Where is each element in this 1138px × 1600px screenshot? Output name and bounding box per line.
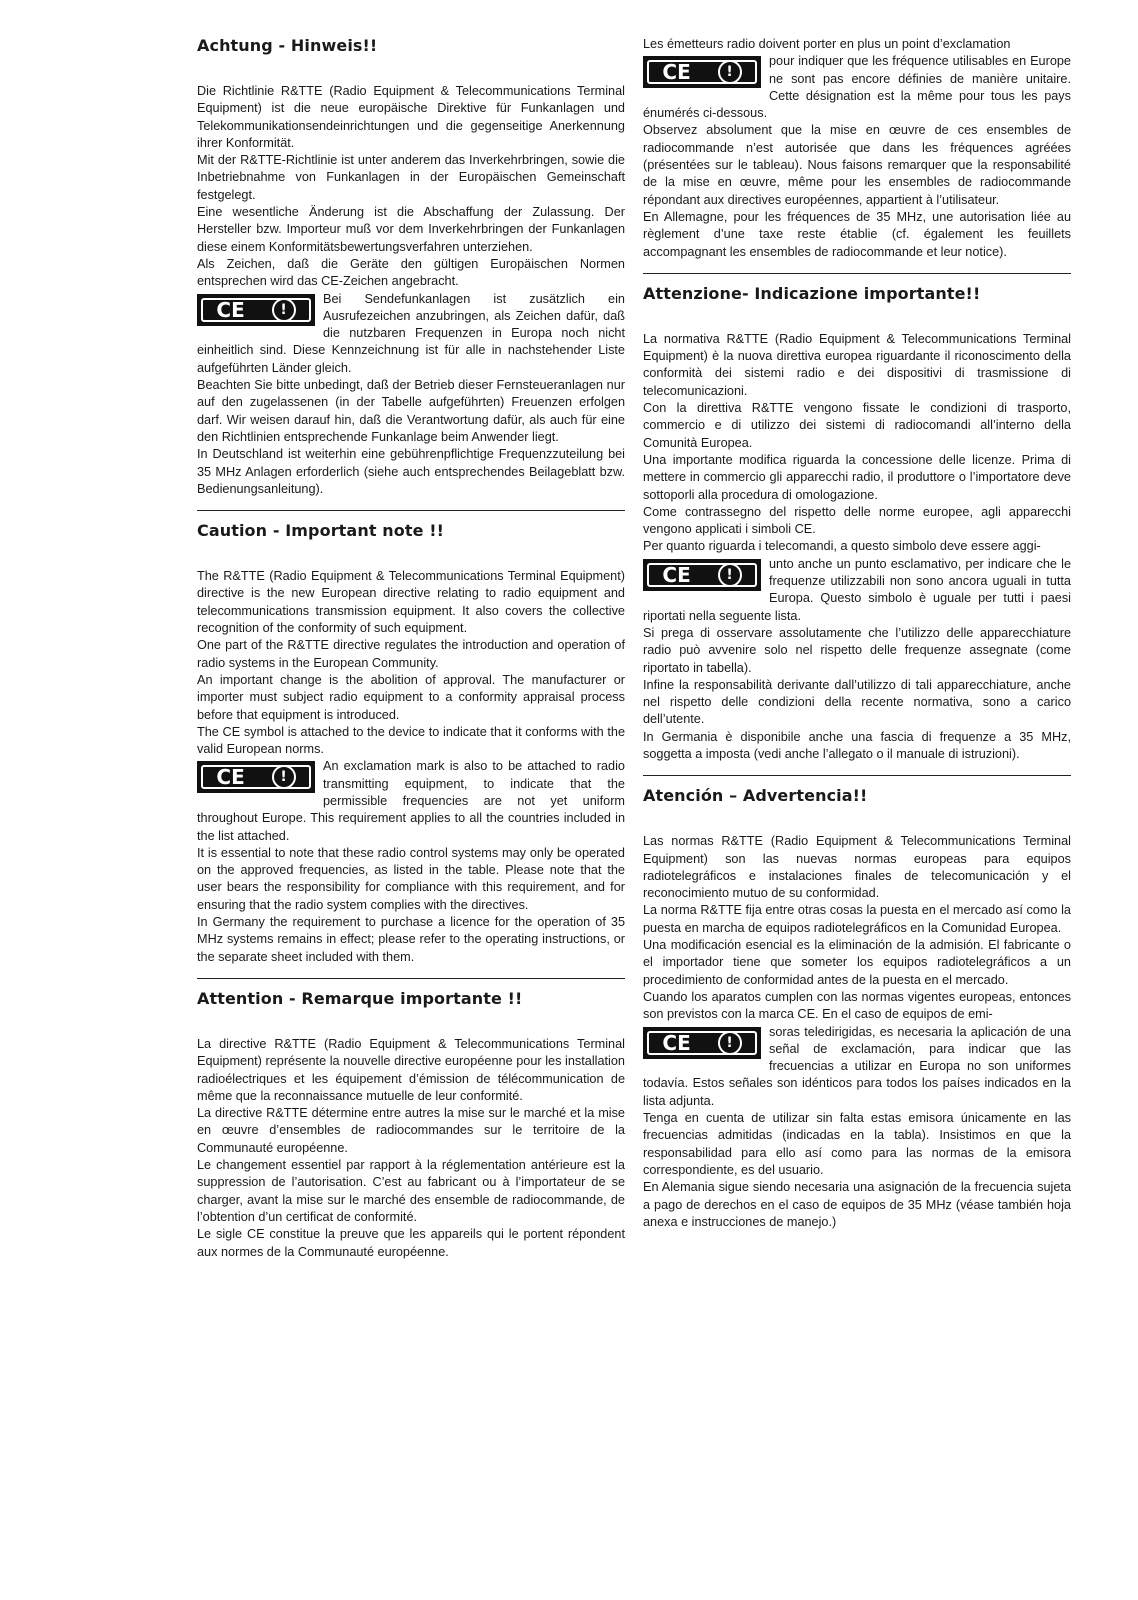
section-title-german: Achtung - Hinweis!! [197,36,378,55]
exclamation-icon: ! [272,765,296,789]
exclamation-icon: ! [718,1031,742,1055]
paragraph: Come contrassegno del rispetto delle norme europee, agli apparecchi vengono applicati i simboli CE. [643,504,1071,537]
paragraph: Bei Sendefunkanlagen ist zusätzlich ein Ausrufezeichen anzubringen, als Zeichen dafür, daß die nutzbaren Frequenzen in Europa noch nicht einheitlich sind. Diese Kennzeichnung ist für alle in nachstehender Liste aufgeführten Länder gleich. [197,291,625,375]
paragraph: La normativa R&TTE (Radio Equipment & Telecommunications Terminal Equipment) è la nuova direttiva europea riguardante il riconoscimento della conformità dei sistemi radio e dei dispositivi di trasmissione di telecomunicazioni. [643,331,1071,398]
paragraph: Als Zeichen, daß die Geräte den gültigen Europäischen Normen entsprechen wird das CE-Zeichen angebracht. [197,256,625,289]
section-english [197,510,625,966]
paragraph: Infine la responsabilità derivante dall’utilizzo di tali apparecchiature, anche nel rispetto delle condizioni della recente normativa, sono a carico dell’utente. [643,677,1071,727]
section-italian [643,273,1071,763]
ce-mark-icon [197,761,315,793]
paragraph: Die Richtlinie R&TTE (Radio Equipment & Telecommunications Terminal Equipment) ist die neue europäische Direktive für Funkanlagen und Telekommunikationsendeinrichtungen und die gegenseitige Anerkennung ihrer Konformität. [197,84,625,150]
section-title-spanish: Atención – Advertencia!! [643,786,868,806]
section-spanish [643,775,1071,1231]
left-column [197,36,625,1273]
paragraph: In Deutschland ist weiterhin eine gebührenpflichtige Frequenzzuteilung bei 35 MHz Anlagen erforderlich (siehe auch entsprechendes Beilageblatt bzw. Bedienungsanleitung). [197,447,625,496]
exclamation-icon: ! [718,563,742,587]
ce-letters: CE [662,1030,691,1055]
paragraph: La norma R&TTE fija entre otras cosas la puesta en el mercado así como la puesta en marcha de equipos radiotelegráficos en la Comunidad Europea. [643,903,1071,935]
paragraph: The R&TTE (Radio Equipment & Telecommunications Terminal Equipment) directive is the new European directive relating to radio equipment and telecommunications transmission equipment. It also covers the collective recognition of the conformity of such equipment. [197,569,625,636]
paragraph: Eine wesentliche Änderung ist die Abschaffung der Zulassung. Der Hersteller bzw. Importeur muß vor dem Inverkehrbringen der Funkanlagen diese einem Konformitätsbewertungsverfahren unterziehen. [197,205,625,254]
section-french-continued [643,36,1071,261]
paragraph: One part of the R&TTE directive regulates the introduction and operation of radio systems in the European Community. [197,638,625,670]
paragraph: La directive R&TTE (Radio Equipment & Telecommunications Terminal Equipment) représente la nouvelle directive européenne pour les installation radioélectriques et les équipement d’émission de télécommunication de même que la reconnaissance mutuelle de leur conformité. [197,1036,625,1103]
exclamation-icon: ! [718,60,742,84]
section-title-french: Attention - Remarque importante !! [197,988,523,1008]
ce-mark-icon [643,56,761,88]
paragraph: Una modificación esencial es la eliminación de la admisión. El fabricante o el importador tiene que someter los equipos radiotelegráficos a un procedimiento de conformidad antes de la puesta en el mercado. [643,938,1071,987]
ce-mark-block [643,53,1071,122]
ce-mark-block [197,291,625,377]
section-german [197,36,625,498]
paragraph: Les émetteurs radio doivent porter en plus un point d’exclamation [643,37,1011,51]
paragraph: Con la direttiva R&TTE vengono fissate le condizioni di trasporto, commercio e di utilizzo dei sistemi di radiocomandi all’interno della Comunità Europea. [643,401,1071,450]
ce-letters: CE [662,562,691,587]
ce-mark-icon [643,1027,761,1059]
exclamation-icon: ! [272,298,296,322]
section-french [197,978,625,1261]
paragraph: An exclamation mark is also to be attached to radio transmitting equipment, to indicate that the permissible frequencies are not yet uniform throughout Europe. This requirement applies to all the countries included in the list attached. [197,759,625,843]
ce-mark-block [643,556,1071,625]
paragraph: Las normas R&TTE (Radio Equipment & Telecommunications Terminal Equipment) son las nuevas normas europeas para equipos radiotelegráficos e instalaciones finales de telecomunicación y el reconocimiento mutuo de su conformidad. [643,834,1071,901]
ce-letters: CE [662,60,691,85]
ce-mark-block [643,1024,1071,1110]
paragraph: Le changement essentiel par rapport à la réglementation antérieure est la suppression de l’autorisation. C’est au fabricant ou à l’importateur de se charger, avant la mise sur le marché des ensemble de radiocommande, de l’obtention d’un certificat de conformité. [197,1158,625,1224]
paragraph: En Allemagne, pour les fréquences de 35 MHz, une autorisation liée au règlement d’une taxe reste établie (cf. également les feuillets accompagnant les ensembles de radiocommande et leur notice). [643,209,1071,259]
paragraph: Per quanto riguarda i telecomandi, a questo simbolo deve essere aggi- [643,539,1041,554]
section-title-english: Caution - Important note !! [197,521,444,541]
paragraph: Beachten Sie bitte unbedingt, daß der Betrieb dieser Fernsteueranlagen nur auf den zugelassenen (in der Tabelle aufgeführten) Freuenzen erfolgen darf. Wir weisen darauf hin, daß die Verantwortung dafür, als auch für eine den Richtlinien entsprechende Funkanlage beim Anwender liegt. [197,378,625,444]
paragraph: soras teledirigidas, es necesaria la aplicación de una señal de exclamación, para indicar que las frecuencias a utilizar en Europa no son uniformes todavía. Estos señales son idénticos para todos los países indicados en la lista adjunta. [643,1024,1071,1108]
paragraph: La directive R&TTE détermine entre autres la mise sur le marché et la mise en œuvre d’ensembles de radiocommandes sur le territoire de la Communauté européenne. [197,1106,625,1155]
paragraph: Una importante modifica riguarda la concessione delle licenze. Prima di mettere in commercio gli apparecchi radio, il produttore o l’importatore deve sottoporli alla procedura di omologazione. [643,452,1071,502]
ce-mark-icon [643,559,761,591]
paragraph: It is essential to note that these radio control systems may only be operated on the approved frequencies, as listed in the table. Please note that the user bears the responsibility for compliance with this requirement, and for ensuring that the radio system complies with the directives. [197,845,625,912]
paragraph: In Germany the requirement to purchase a licence for the operation of 35 MHz systems remains in effect; please refer to the operating instructions, or the separate sheet included with them. [197,915,625,964]
paragraph: An important change is the abolition of approval. The manufacturer or importer must subject radio equipment to a conformity appraisal process before that equipment is introduced. [197,672,625,722]
ce-mark-icon [197,294,315,326]
paragraph: Tenga en cuenta de utilizar sin falta estas emisora únicamente en las frecuencias admitidas (indicadas en la tabla). Insistimos en que la responsabilidad para ello así como para las normas de la emisora correspondiente, es del usuario. [643,1111,1071,1177]
paragraph: Mit der R&TTE-Richtlinie ist unter anderem das Inverkehrbringen, sowie die Inbetriebnahme von Funkanlagen in der Europäischen Gemeinschaft festgelegt. [197,153,625,202]
paragraph: En Alemania sigue siendo necesaria una asignación de la frecuencia sujeta a pago de derechos en el caso de equipos de 35 MHz (véase también hoja anexa e instrucciones de manejo.) [643,1180,1071,1229]
paragraph: Observez absolument que la mise en œuvre de ces ensembles de radiocommande n’est autorisée que dans les fréquences agréées (présentées sur le tableau). Nous faisons remarquer que la responsabilité de la mise en œuvre, même pour les ensembles de radiocommande répondant aux directives européennes, appartient à l’utilisateur. [643,123,1071,207]
right-column [643,36,1071,1243]
paragraph: Cuando los aparatos cumplen con las normas vigentes europeas, entonces son previstos con la marca CE. En el caso de equipos de emi- [643,989,1071,1022]
paragraph: unto anche un punto esclamativo, per indicare che le frequenze utilizzabili non sono ancora uguali in tutta Europa. Questo simbolo è uguale per tutti i paesi riportati nella seguente lista. [643,556,1071,623]
ce-letters: CE [216,765,245,790]
paragraph: The CE symbol is attached to the device to indicate that it conforms with the valid European norms. [197,724,625,757]
section-title-italian: Attenzione- Indicazione importante!! [643,283,981,303]
paragraph: Le sigle CE constitue la preuve que les appareils qui le portent répondent aux normes de la Communauté européenne. [197,1227,625,1259]
ce-letters: CE [216,297,245,322]
paragraph: In Germania è disponibile anche una fascia di frequenze a 35 MHz, soggetta a imposta (vedi anche l’allegato o il manuale di istruzioni). [643,729,1071,761]
paragraph: pour indiquer que les fréquence utilisables en Europe ne sont pas encore définies de manière unitaire. Cette désignation est la même pour tous les pays énumérés ci-dessous. [643,54,1071,121]
paragraph: Si prega di osservare assolutamente che l’utilizzo delle apparecchiature radio può avvenire solo nel rispetto delle frequenze assegnate (come riportato in tabella). [643,625,1071,675]
ce-mark-block [197,758,625,844]
